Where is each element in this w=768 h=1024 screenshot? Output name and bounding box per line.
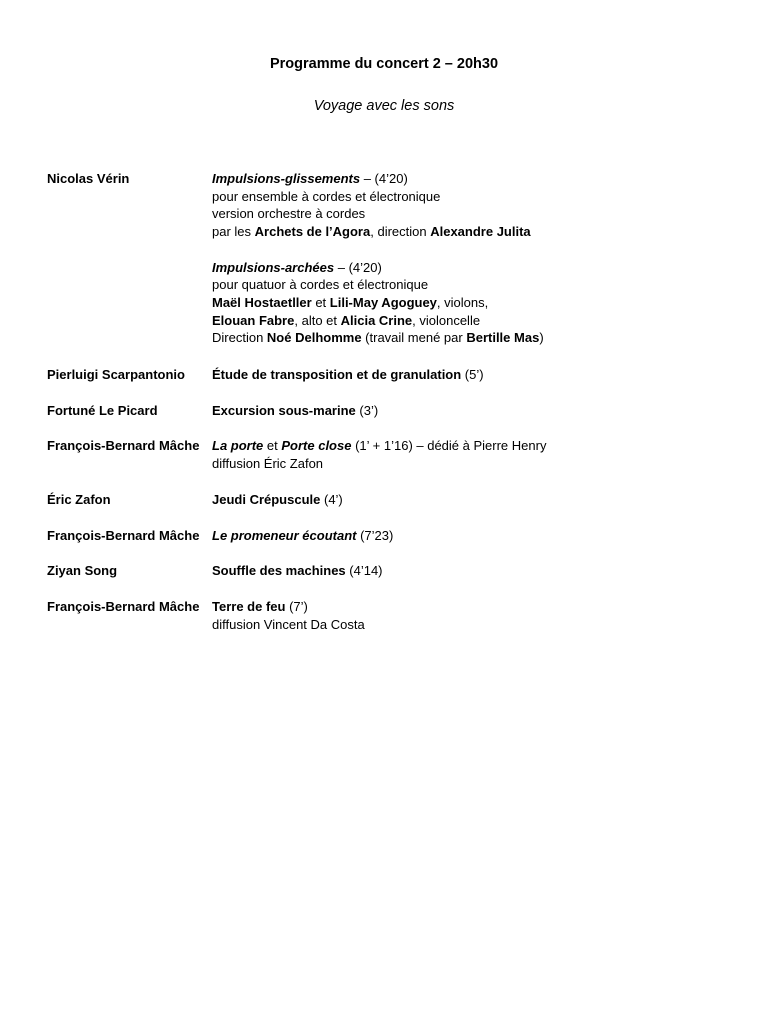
work-duration: (5’) [461, 367, 484, 382]
work-title: Jeudi Crépuscule [212, 492, 321, 507]
instrument-label: , alto et [294, 312, 341, 328]
composer-name: Fortuné Le Picard [47, 403, 158, 418]
conjunction: et [263, 438, 282, 453]
work-duration: (1’ + 1’16) – dédié à Pierre Henry [351, 438, 547, 453]
works-list [212, 437, 732, 472]
work-title: Souffle des machines [212, 563, 346, 578]
conductor-name: Alexandre Julita [430, 224, 531, 240]
composer-name: Pierluigi Scarpantonio [47, 367, 185, 382]
program-subtitle: Voyage avec les sons [313, 98, 455, 114]
closing-paren: ) [539, 330, 544, 346]
instrument-label: , violons, [436, 294, 489, 310]
performer-name: Lili-May Agoguey [329, 294, 437, 310]
instrument-label: , violoncelle [412, 312, 481, 328]
director-name: Noé Delhomme [266, 330, 362, 346]
work-title-line [212, 527, 732, 545]
composer-name: François-Bernard Mâche [47, 528, 200, 543]
work-duration: (4’) [320, 492, 343, 507]
works-list [212, 562, 732, 580]
work-version: version orchestre à cordes [212, 206, 366, 222]
work-duration: (3’) [355, 403, 379, 418]
work-title-line [212, 366, 732, 384]
mentor-name: Bertille Mas [466, 330, 540, 346]
composer-name: Ziyan Song [47, 563, 118, 578]
work-duration: – (4’20) [334, 259, 382, 275]
works-list [212, 491, 732, 509]
performer-name: Alicia Crine [340, 312, 413, 328]
work-duration: (4’14) [345, 563, 383, 578]
work-duration: – (4’20) [360, 171, 408, 186]
work-title-line [212, 562, 732, 580]
work-title-line [212, 437, 732, 455]
work-duration: (7’) [285, 599, 308, 614]
work-diffusion: diffusion Vincent Da Costa [212, 616, 365, 632]
work-scoring: pour ensemble à cordes et électronique [212, 188, 441, 204]
works-list [212, 402, 732, 420]
work-title: Impulsions-archées [212, 259, 335, 275]
work-viola-cello [212, 312, 732, 330]
work-diffusion: diffusion Éric Zafon [212, 455, 324, 471]
work-title: Excursion sous-marine [212, 403, 356, 418]
performers-prefix: par les [212, 224, 255, 240]
work-title-line [212, 491, 732, 509]
work-violinists [212, 294, 732, 312]
work-title: Étude de transposition et de granulation [212, 367, 462, 382]
mentor-prefix: (travail mené par [361, 330, 467, 346]
works-list [212, 598, 732, 633]
works-list [212, 366, 732, 384]
ensemble-name: Archets de l’Agora [254, 224, 371, 240]
work-title: La porte [212, 438, 264, 453]
composer-name: Nicolas Vérin [47, 171, 130, 186]
works-list [212, 170, 732, 347]
work-title-line [212, 170, 732, 188]
program-title: Programme du concert 2 – 20h30 [269, 56, 499, 72]
work-scoring: pour quatuor à cordes et électronique [212, 277, 429, 293]
work-title-line [212, 259, 732, 277]
work-title: Le promeneur écoutant [212, 528, 357, 543]
work-title: Porte close [281, 438, 352, 453]
composer-name: François-Bernard Mâche [47, 438, 200, 453]
works-list [212, 527, 732, 545]
work-direction [212, 329, 732, 347]
direction-separator: , direction [370, 224, 431, 240]
performer-name: Maël Hostaetller [212, 294, 312, 310]
work-title: Terre de feu [212, 599, 286, 614]
work-title-line [212, 402, 732, 420]
conjunction: et [311, 294, 330, 310]
work-performers [212, 223, 732, 241]
performer-name: Elouan Fabre [212, 312, 295, 328]
work-title-line [212, 598, 732, 616]
work-duration: (7’23) [356, 528, 394, 543]
composer-name: François-Bernard Mâche [47, 599, 200, 614]
work-title: Impulsions-glissements [212, 171, 361, 186]
composer-name: Éric Zafon [47, 492, 111, 507]
direction-prefix: Direction [212, 330, 267, 346]
